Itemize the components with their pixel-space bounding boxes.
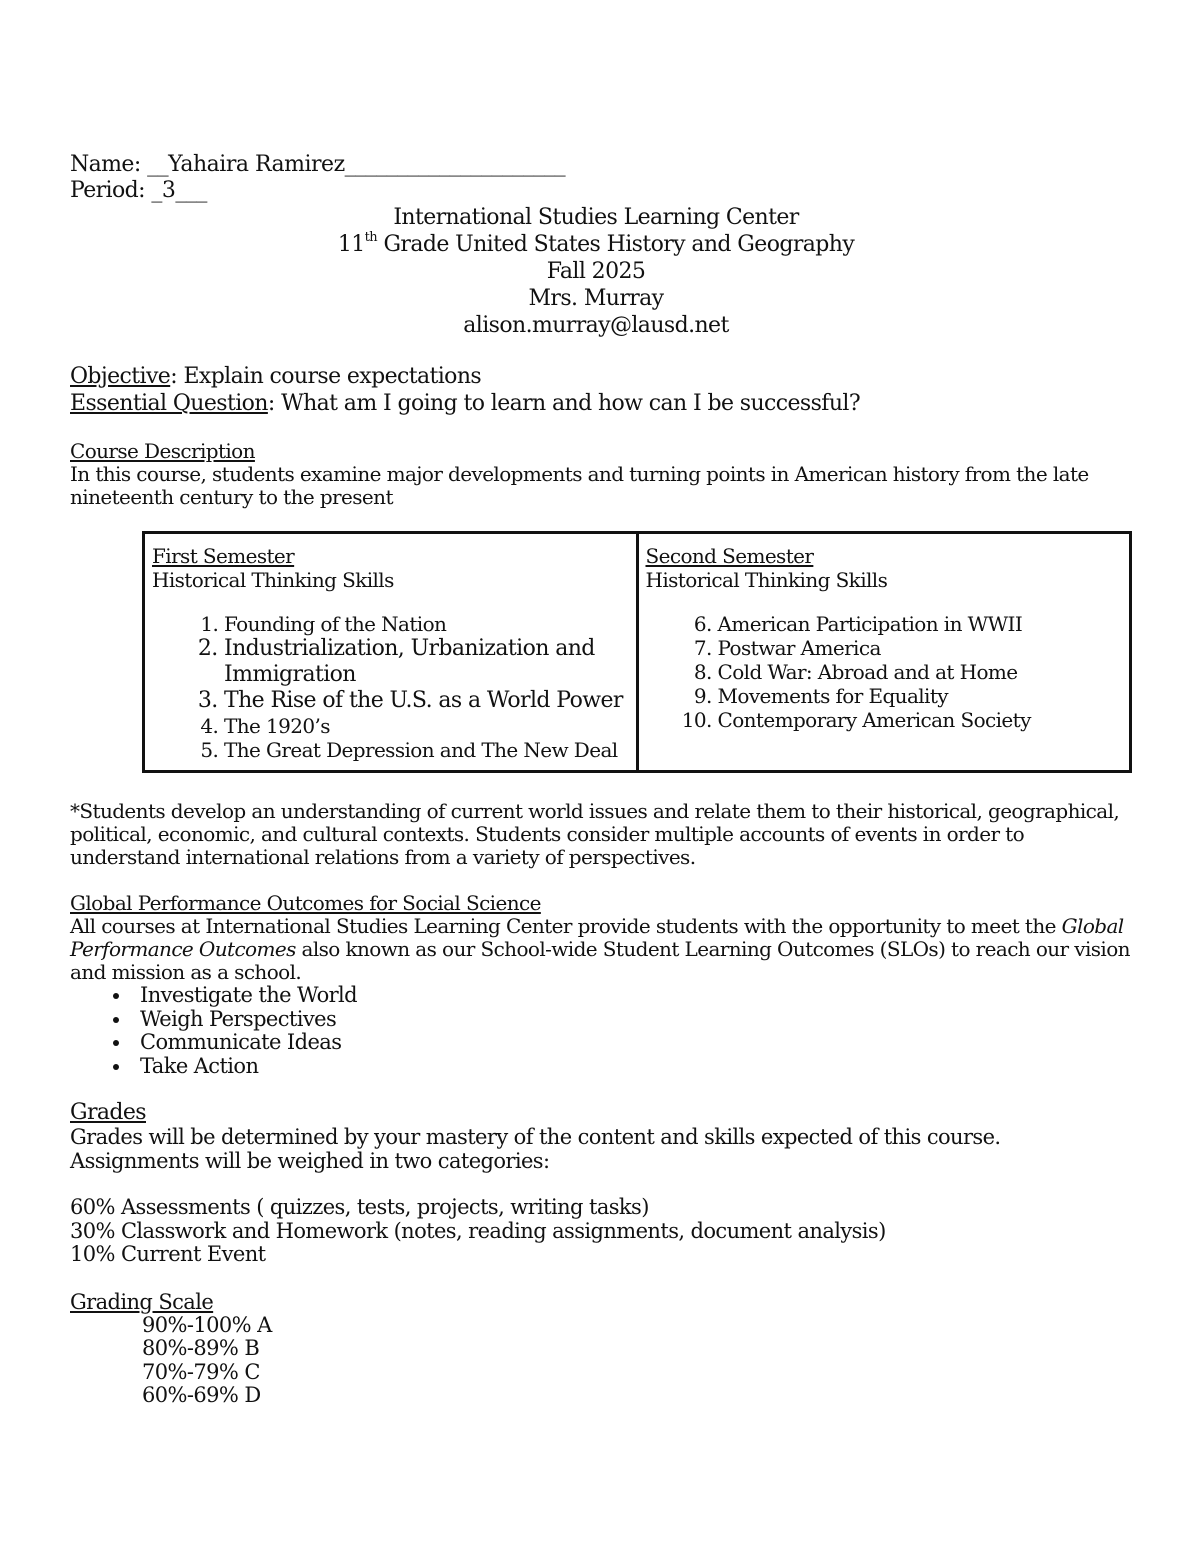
term: Fall 2025 (546, 259, 646, 284)
list-item: 3. The Rise of the U.S. as a World Power (224, 688, 628, 714)
first-semester-cell (144, 533, 638, 772)
list-item: 2. Industrialization, Urbanization and Immigration (224, 636, 628, 688)
name-line (70, 152, 1132, 178)
second-semester-cell (637, 533, 1131, 772)
list-item: Investigate the World (140, 984, 1132, 1008)
course-header (60, 204, 1132, 339)
grade-suffix: th (364, 229, 378, 245)
grading-scale-row: 90%-100% A (142, 1312, 272, 1337)
list-item: 1. Founding of the Nation (224, 612, 628, 636)
grade-weights (70, 1196, 1132, 1267)
teacher-name: Mrs. Murray (528, 286, 664, 311)
list-item: 7. Postwar America (718, 636, 1122, 660)
list-item: Communicate Ideas (140, 1031, 1132, 1055)
grading-scale-row: 60%-69% D (142, 1383, 261, 1407)
list-item: Weigh Perspectives (140, 1008, 1132, 1032)
global-outcomes-text (70, 915, 1132, 984)
grades-section (70, 1101, 1132, 1173)
syllabus-page (70, 152, 1132, 1408)
global-outcomes-heading: Global Performance Outcomes for Social Science (70, 891, 541, 915)
objective-label: Objective (70, 364, 171, 389)
course-description-text: In this course, students examine major developments and turning points in American history from the late nineteenth century to the present (70, 462, 1089, 509)
first-semester-subtitle: Historical Thinking Skills (152, 568, 394, 592)
list-item: 4. The 1920’s (224, 714, 628, 738)
objective-text: Explain course expectations (183, 364, 482, 389)
course-description-heading: Course Description (70, 439, 255, 463)
name-value: __Yahaira Ramirez_____________________ (147, 152, 566, 177)
name-label: Name: (70, 152, 141, 177)
second-semester-subtitle: Historical Thinking Skills (645, 568, 888, 592)
first-semester-title: First Semester (152, 544, 295, 568)
list-item: 10. Contemporary American Society (718, 708, 1122, 732)
grading-scale-heading: Grading Scale (70, 1289, 214, 1314)
course-name: Grade United States History and Geography (383, 232, 855, 257)
grade-weight-item: 30% Classwork and Homework (notes, reading assignments, document analysis) (70, 1218, 886, 1243)
period-line (70, 178, 1132, 204)
essential-question-label: Essential Question (70, 391, 268, 416)
period-value: _3___ (151, 178, 207, 203)
semester-table (142, 531, 1132, 773)
essential-question-line: Essential Question: What am I going to learn and how can I be successful? (70, 391, 861, 416)
list-item: 9. Movements for Equality (718, 684, 1122, 708)
grade-weight-item: 60% Assessments ( quizzes, tests, projects, writing tasks) (70, 1195, 649, 1219)
grade-number: 11 (337, 232, 365, 257)
course-description-section (70, 440, 1132, 509)
grading-scale-row: 70%-79% C (142, 1359, 260, 1384)
global-outcomes-italic: Global Performance Outcomes (70, 914, 1124, 961)
period-label: Period: (70, 178, 145, 203)
grade-weight-item: 10% Current Event (70, 1242, 266, 1266)
first-semester-topics (152, 612, 628, 762)
list-item: 6. American Participation in WWII (718, 612, 1122, 636)
grades-heading: Grades (70, 1100, 146, 1125)
essential-question-text: What am I going to learn and how can I be successful? (281, 391, 861, 416)
global-outcomes-text-start: All courses at International Studies Learning Center provide students with the opportunity to meet the (70, 914, 1062, 938)
list-item: Take Action (140, 1055, 1132, 1079)
course-title (60, 231, 1132, 258)
grades-text: Grades will be determined by your mastery of the content and skills expected of this course. Assignments will be weighed in two categories: (70, 1125, 1001, 1173)
grading-scale-section (70, 1290, 1132, 1408)
list-item: 5. The Great Depression and The New Deal (224, 738, 628, 762)
school-name: International Studies Learning Center (393, 205, 799, 230)
world-issues-note: *Students develop an understanding of current world issues and relate them to their historical, geographical, political, economic, and cultural contexts. Students consider multiple accounts of events in order to understand international relations from a variety of perspectives. (70, 799, 1120, 869)
second-semester-title: Second Semester (645, 544, 814, 568)
teacher-email: alison.murray@lausd.net (463, 313, 729, 338)
list-item: 8. Cold War: Abroad and at Home (718, 660, 1122, 684)
global-outcomes-text-end: also known as our School-wide Student Learning Outcomes (SLOs) to reach our vision and mission as a school. (70, 937, 1130, 984)
global-outcomes-section (70, 892, 1132, 1078)
second-semester-topics (646, 612, 1122, 732)
global-outcomes-list (70, 984, 1132, 1078)
objective-line: Objective: Explain course expectations (70, 364, 482, 389)
grading-scale-row: 80%-89% B (142, 1336, 260, 1360)
